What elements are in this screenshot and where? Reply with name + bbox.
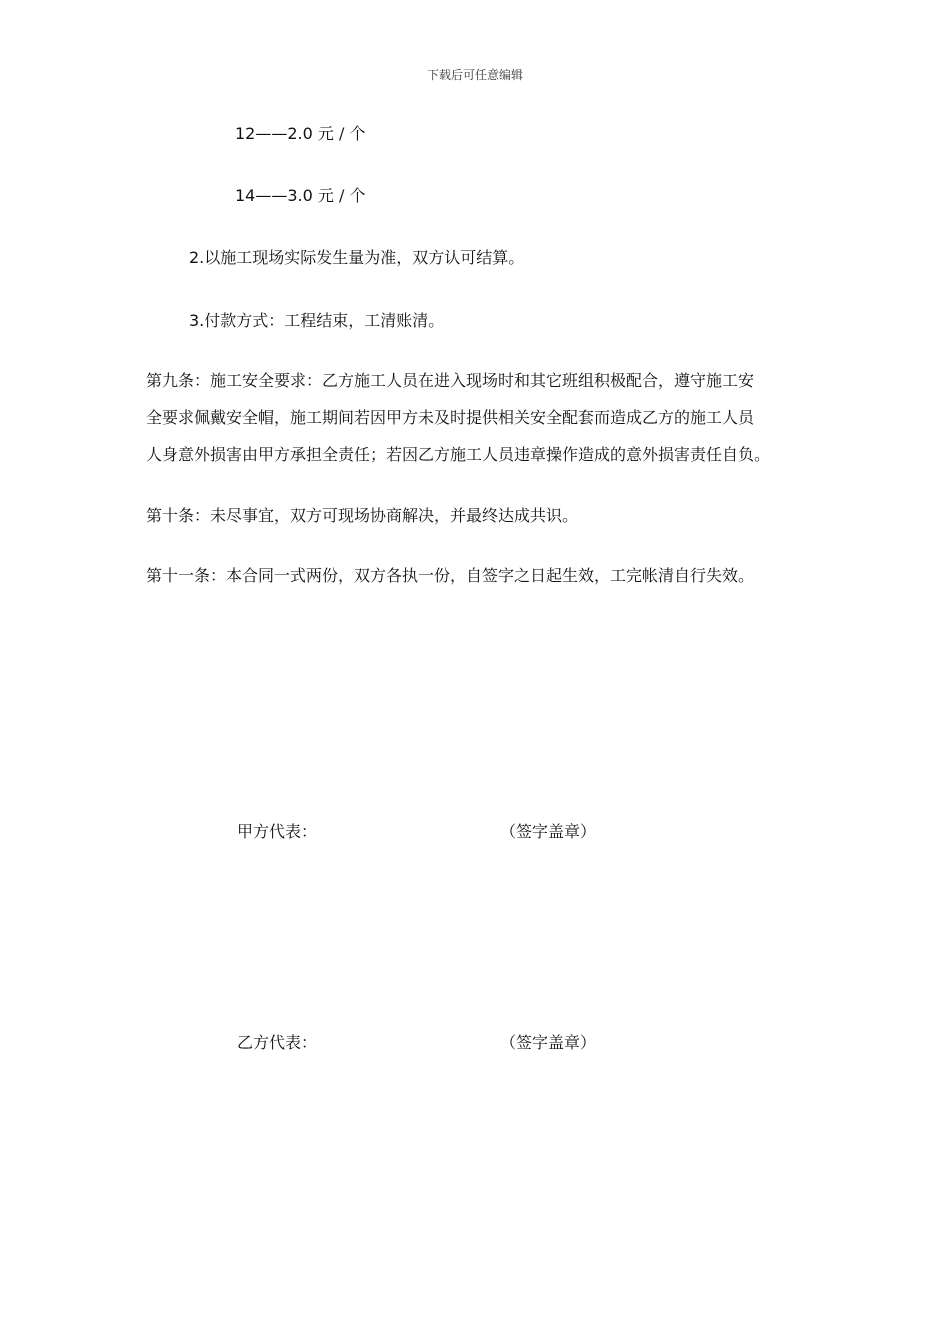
party-b-signature-note: （签字盖章） (500, 1033, 597, 1052)
item-number: 3. (189, 311, 205, 330)
price-unit: 元 / 个 (317, 186, 366, 205)
price-label: 12——2.0 (235, 124, 313, 143)
page-header: 下载后可任意编辑 (426, 68, 523, 82)
item-2 (189, 248, 524, 268)
article-9-line: 人身意外损害由甲方承担全责任；若因乙方施工人员违章操作造成的意外损害责任自负。 (146, 445, 771, 464)
article-9 (146, 362, 811, 473)
price-line-14 (235, 186, 365, 206)
article-10: 第十条：未尽事宜，双方可现场协商解决，并最终达成共识。 (146, 506, 579, 525)
party-b-label: 乙方代表： (237, 1033, 318, 1052)
item-text: 以施工现场实际发生量为准，双方认可结算。 (204, 248, 525, 267)
item-3 (189, 311, 444, 331)
article-11: 第十一条：本合同一式两份，双方各执一份，自签字之日起生效，工完帐清自行失效。 (146, 566, 755, 585)
item-text: 付款方式：工程结束，工清账清。 (204, 311, 445, 330)
party-a-label: 甲方代表： (237, 822, 318, 841)
article-9-line: 全要求佩戴安全帽，施工期间若因甲方未及时提供相关安全配套而造成乙方的施工人员 (146, 408, 755, 427)
party-a-signature-note: （签字盖章） (500, 822, 597, 841)
price-unit: 元 / 个 (317, 124, 366, 143)
item-number: 2. (189, 248, 205, 267)
price-line-12 (235, 124, 365, 144)
price-label: 14——3.0 (235, 186, 313, 205)
article-9-line: 第九条：施工安全要求：乙方施工人员在进入现场时和其它班组积极配合，遵守施工安 (146, 371, 755, 390)
